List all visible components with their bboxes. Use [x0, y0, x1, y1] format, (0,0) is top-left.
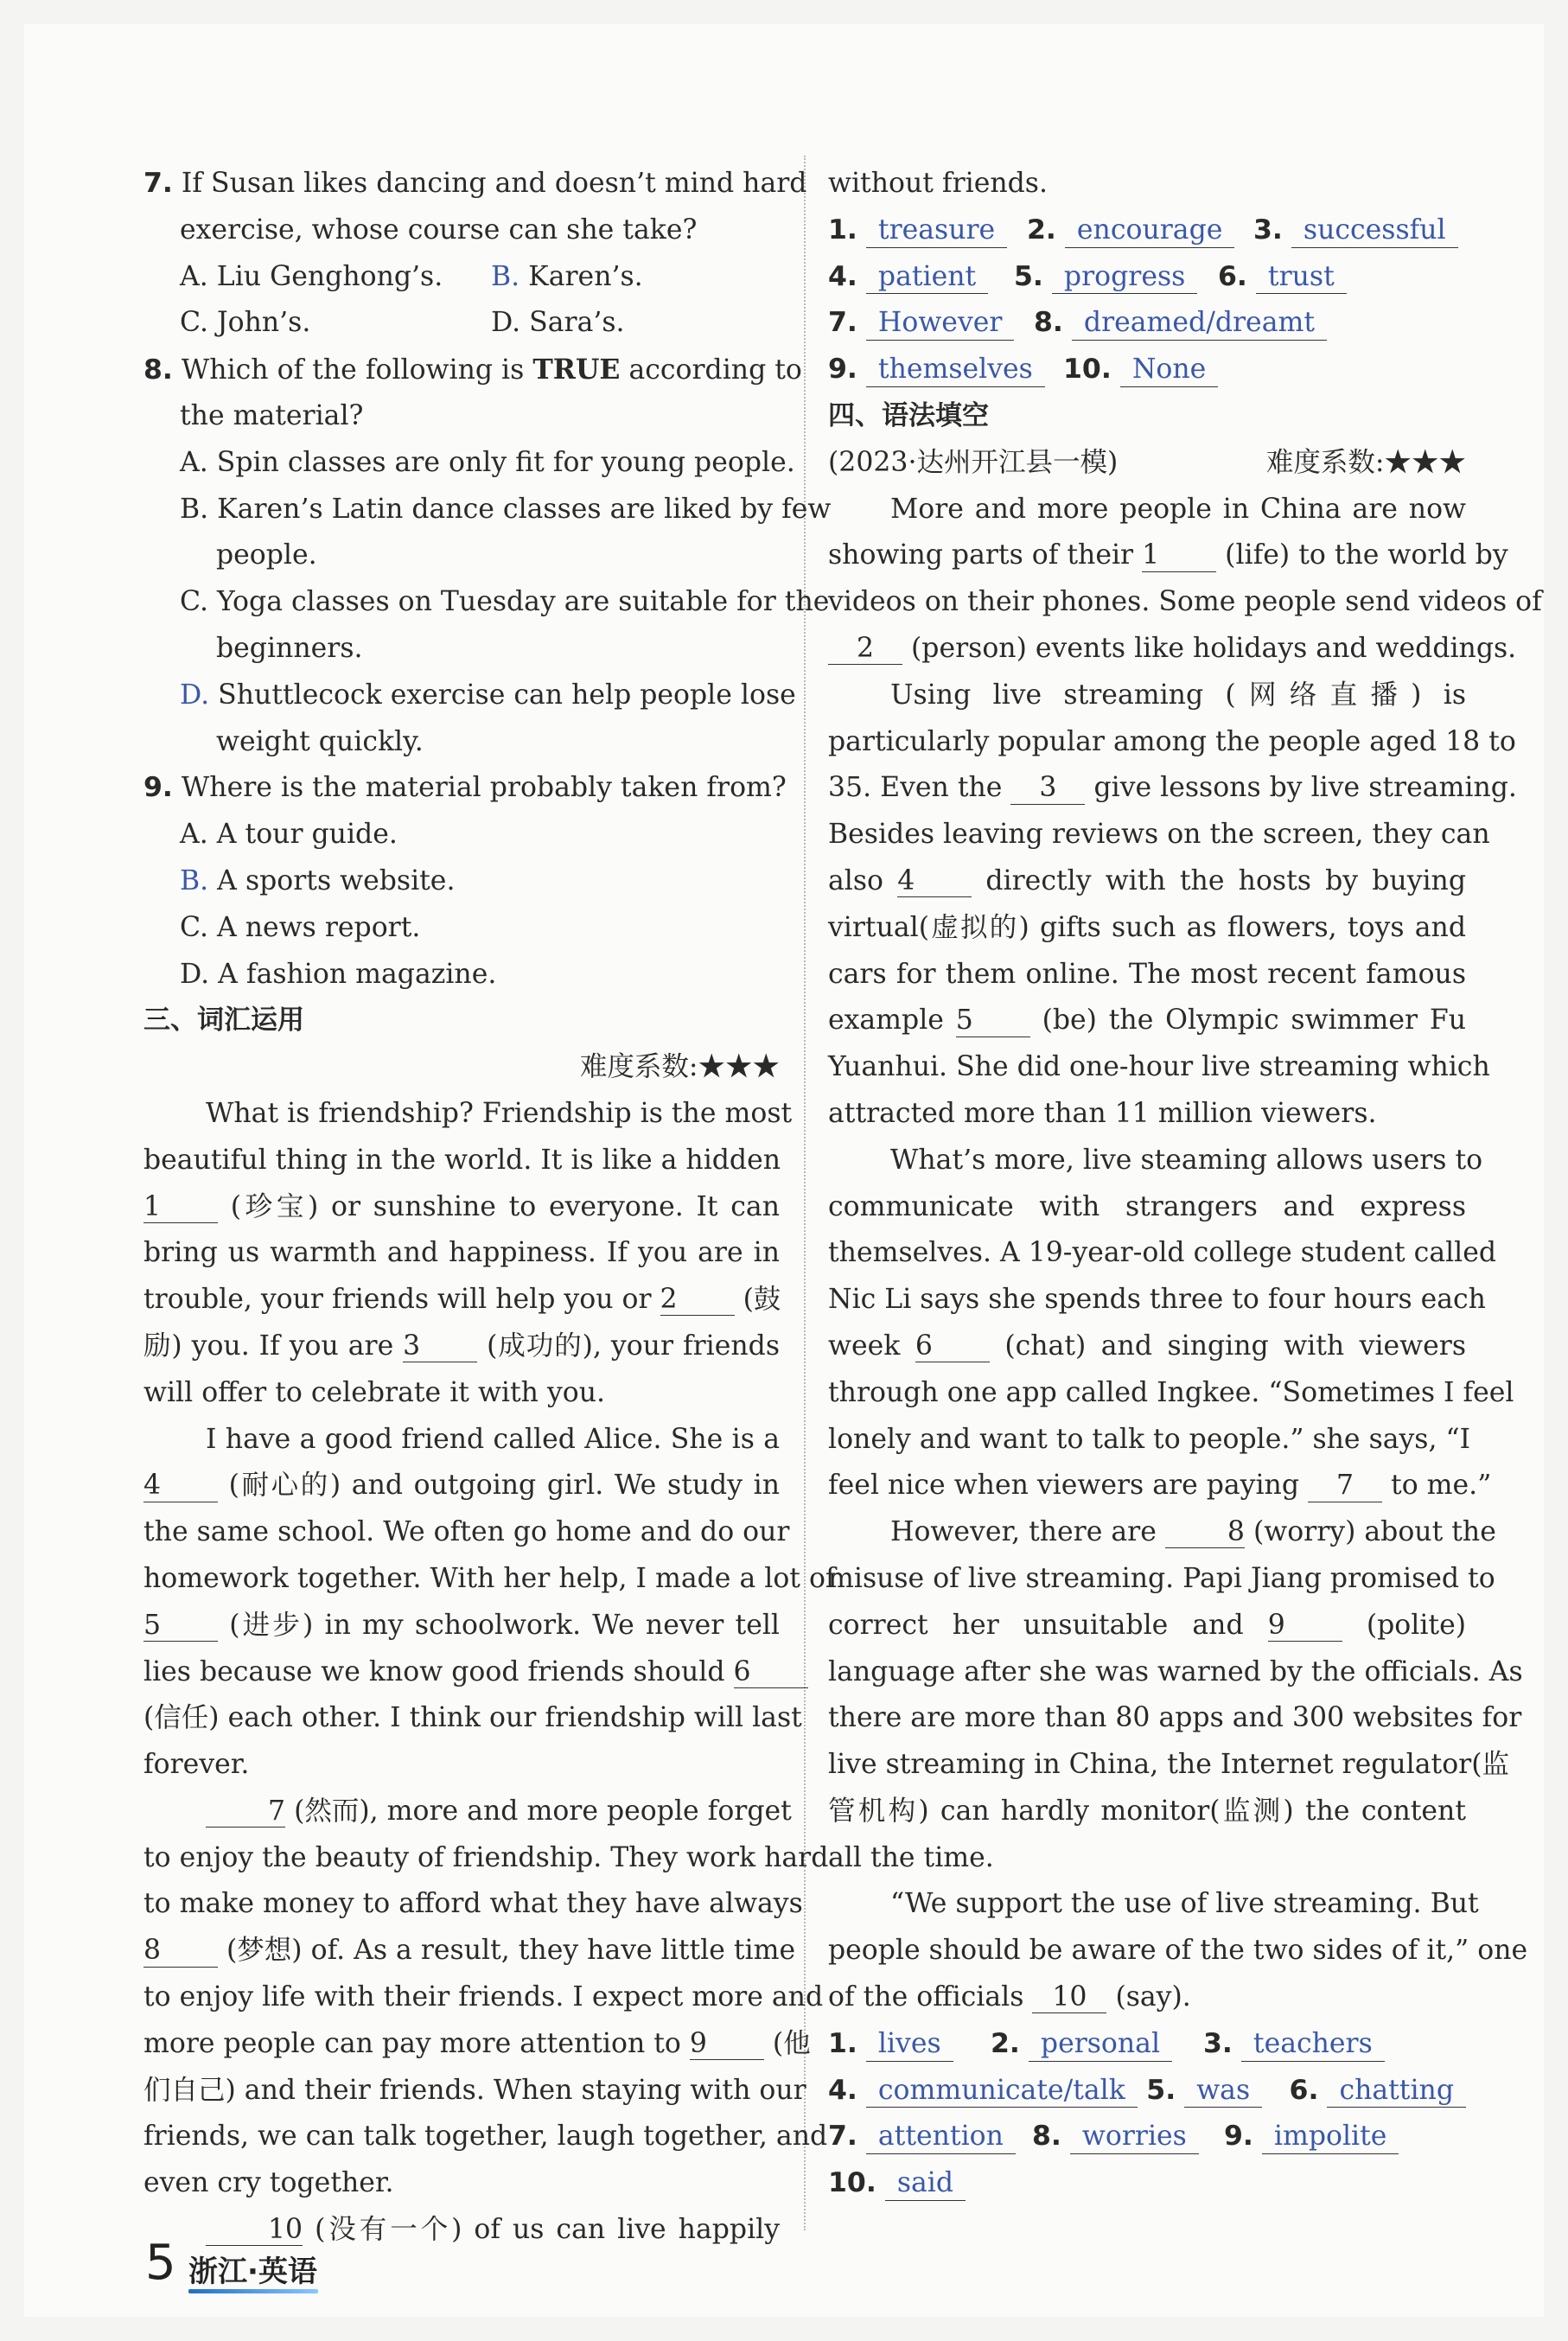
q8-line1: 8. Which of the following is TRUE according to: [143, 354, 802, 386]
answer-3: successful: [1291, 214, 1458, 248]
g-r6: particularly popular among the people aged 18 to: [828, 725, 1516, 757]
p-l14: (信任) each other. I think our friendship will last: [143, 1702, 802, 1734]
section3-difficulty: 难度系数:★★★: [579, 1051, 780, 1083]
grammar-blank-1[interactable]: 1: [1142, 539, 1216, 571]
g-r20: through one app called Ingkee. “Sometimes I feel: [828, 1376, 1514, 1408]
grammar-blank-6[interactable]: 6: [915, 1330, 990, 1362]
answer-4: patient: [866, 261, 988, 295]
g-r3: videos on their phones. Some people send videos of: [828, 586, 1542, 618]
g-answer-6: chatting: [1327, 2075, 1466, 2108]
p-l7: will offer to celebrate it with you.: [143, 1376, 606, 1408]
section4-title: 四、语法填空: [828, 399, 989, 431]
answer-8: dreamed/dreamt: [1072, 307, 1327, 341]
blank-2[interactable]: 2: [660, 1284, 735, 1316]
q8-option-a: A. Spin classes are only fit for young people.: [180, 446, 795, 478]
p-l10: the same school. We often go home and do our: [143, 1516, 790, 1548]
grammar-blank-4[interactable]: 4: [897, 865, 972, 897]
g-answer-9: impolite: [1262, 2121, 1399, 2154]
g-answer-8: worries: [1070, 2121, 1199, 2154]
blank-10[interactable]: 10: [206, 2214, 303, 2246]
p-l17: to enjoy the beauty of friendship. They work hard: [143, 1841, 829, 1873]
answer-2: encourage: [1065, 214, 1234, 248]
p-l2: beautiful thing in the world. It is like a hidden: [143, 1144, 781, 1176]
p-l15: forever.: [143, 1749, 250, 1781]
g-r28: live streaming in China, the Internet regulator(监: [828, 1749, 1510, 1781]
q9-line: 9. Where is the material probably taken from?: [143, 772, 787, 804]
q8-line2: the material?: [180, 399, 364, 431]
answer-1: treasure: [866, 214, 1007, 248]
q8-option-c2: beginners.: [216, 632, 363, 664]
g-r26: language after she was warned by the officials. As: [828, 1655, 1523, 1687]
g-r21: lonely and want to talk to people.” she says, “I: [828, 1423, 1471, 1455]
answers3-row2: 4. patient 5. progress 6. trust: [828, 254, 1466, 301]
p-l16: 7 (然而), more and more people forget: [143, 1789, 780, 1835]
answer-5: progress: [1052, 261, 1197, 295]
answers4-row3: 7. attention 8. worries 9. impolite: [828, 2114, 1466, 2160]
column-divider: [804, 156, 806, 2230]
answer-6: trust: [1256, 261, 1347, 295]
left-column: [143, 161, 836, 2254]
page-number: 5: [145, 2235, 176, 2291]
g-r7: 35. Even the 3 give lessons by live streaming.: [828, 772, 1517, 804]
g-r24: misuse of live streaming. Papi Jiang promised to: [828, 1562, 1495, 1594]
grammar-blank-7[interactable]: 7: [1308, 1470, 1382, 1502]
q7-line1: 7. If Susan likes dancing and doesn’t mind hard: [143, 168, 807, 199]
g-r18: Nic Li says she spends three to four hours each: [828, 1284, 1486, 1316]
g-r13: Yuanhui. She did one-hour live streaming which: [828, 1051, 1490, 1083]
footer-accent-bar: [188, 2289, 318, 2293]
g-r31: “We support the use of live streaming. But: [890, 1888, 1479, 1920]
grammar-blank-3[interactable]: 3: [1010, 772, 1085, 804]
answers4-row4: 10. said: [828, 2160, 1466, 2207]
g-answer-4: communicate/talk: [866, 2075, 1138, 2108]
g-r29: 管机构) can hardly monitor(监测) the content: [828, 1795, 1466, 1827]
answer-10: None: [1120, 354, 1218, 387]
section4-meta: (2023·达州开江县一模) 难度系数:★★★: [828, 446, 1466, 478]
g-r4: 2 (person) events like holidays and weddings.: [828, 626, 1466, 673]
section3-title: 三、词汇运用: [143, 1005, 304, 1037]
blank-5[interactable]: 5: [143, 1610, 218, 1642]
g-answer-10: said: [885, 2167, 966, 2201]
answers4-row2: 4. communicate/talk 5. was 6. chatting: [828, 2068, 1466, 2115]
continuation-line: without friends.: [828, 168, 1048, 199]
g-r1: More and more people in China are now: [890, 493, 1466, 525]
q7-options-cd: C. John’s. D. Sara’s.: [180, 307, 625, 339]
g-r22: feel nice when viewers are paying 7 to me.”: [828, 1470, 1492, 1502]
g-r23: However, there are 8 (worry) about the: [890, 1516, 1496, 1548]
g-r16: communicate with strangers and express: [828, 1190, 1466, 1222]
blank-1[interactable]: 1: [143, 1191, 218, 1223]
q8-option-b1: B. Karen’s Latin dance classes are liked by few: [180, 493, 832, 525]
grammar-blank-10[interactable]: 10: [1032, 1981, 1106, 2013]
p-l23: friends, we can talk together, laugh together, and: [143, 2121, 828, 2153]
p-l13: lies because we know good friends should 6: [143, 1649, 780, 1696]
g-answer-7: attention: [866, 2121, 1016, 2154]
g-r15: What’s more, live steaming allows users to: [890, 1144, 1483, 1176]
q7-line2: exercise, whose course can she take?: [180, 214, 698, 246]
q8-option-d1: D. Shuttlecock exercise can help people lose: [180, 679, 796, 711]
g-answer-3: teachers: [1241, 2028, 1385, 2062]
g-r10: virtual(虚拟的) gifts such as flowers, toys and: [828, 911, 1466, 943]
blank-4[interactable]: 4: [143, 1470, 218, 1502]
p-l24: even cry together.: [143, 2167, 394, 2199]
answer-9: themselves: [866, 354, 1045, 387]
g-answer-1: lives: [866, 2028, 953, 2062]
g-r17: themselves. A 19-year-old college student called: [828, 1237, 1497, 1269]
q9-option-a: A. A tour guide.: [180, 819, 398, 851]
q9-option-c: C. A news report.: [180, 911, 421, 943]
p-l5: trouble, your friends will help you or 2 (鼓: [143, 1284, 781, 1316]
p-l25: 10 (没有一个) of us can live happily: [143, 2207, 780, 2254]
answers3-row3: 7. However 8. dreamed/dreamt: [828, 300, 1466, 347]
right-column: [828, 161, 1542, 2207]
q9-option-b: B. A sports website.: [180, 864, 456, 896]
g-r32: people should be aware of the two sides of it,” one: [828, 1935, 1528, 1967]
p-l3: 1 (珍宝) or sunshine to everyone. It can: [143, 1190, 780, 1222]
q8-option-c1: C. Yoga classes on Tuesday are suitable for the: [180, 586, 830, 618]
answers4-row1: 1. lives 2. personal 3. teachers: [828, 2021, 1466, 2068]
g-r11: cars for them online. The most recent famous: [828, 958, 1466, 990]
footer-label: 浙江·英语: [188, 2255, 317, 2289]
g-r19: week 6 (chat) and singing with viewers: [828, 1330, 1467, 1362]
p-l11: homework together. With her help, I made a lot of: [143, 1562, 836, 1594]
p-l4: bring us warmth and happiness. If you are in: [143, 1237, 780, 1269]
p-l8: I have a good friend called Alice. She is a: [206, 1423, 780, 1455]
p-l9: 4 (耐心的) and outgoing girl. We study in: [143, 1470, 780, 1502]
grammar-blank-8[interactable]: 8: [1165, 1516, 1245, 1548]
g-r14: attracted more than 11 million viewers.: [828, 1097, 1377, 1129]
blank-6[interactable]: 6: [734, 1656, 808, 1688]
g-r8: Besides leaving reviews on the screen, they can: [828, 819, 1490, 851]
q7-options-ab: A. Liu Genghong’s. B. Karen’s.: [180, 260, 643, 292]
g-r5: Using live streaming (网络直播) is: [890, 679, 1466, 711]
grammar-blank-5[interactable]: 5: [956, 1005, 1030, 1037]
g-r27: there are more than 80 apps and 300 websites for: [828, 1702, 1522, 1734]
blank-8[interactable]: 8: [143, 1935, 218, 1967]
p-l6: 励) you. If you are 3 (成功的), your friends: [143, 1330, 781, 1362]
blank-3[interactable]: 3: [403, 1330, 477, 1362]
g-r33: of the officials 10 (say).: [828, 1981, 1191, 2013]
p-l20: to enjoy life with their friends. I expect more and: [143, 1981, 824, 2013]
p-l12: 5 (进步) in my schoolwork. We never tell: [143, 1609, 780, 1641]
p-l19: 8 (梦想) of. As a result, they have little time: [143, 1935, 796, 1967]
g-r2: showing parts of their 1 (life) to the world by: [828, 539, 1508, 571]
g-r9: also 4 directly with the hosts by buying: [828, 864, 1467, 896]
g-r25: correct her unsuitable and 9 (polite): [828, 1609, 1467, 1641]
answers3-row1: 1. treasure 2. encourage 3. successful: [828, 207, 1466, 254]
q9-option-d: D. A fashion magazine.: [180, 958, 497, 990]
answer-7: However: [866, 307, 1015, 341]
q8-option-d2: weight quickly.: [216, 725, 424, 757]
p-l22: 们自己) and their friends. When staying with our: [143, 2074, 806, 2106]
blank-9[interactable]: 9: [690, 2028, 764, 2060]
g-answer-2: personal: [1029, 2028, 1172, 2062]
p-l21: more people can pay more attention to 9 (他: [143, 2027, 811, 2059]
g-r12: example 5 (be) the Olympic swimmer Fu: [828, 1005, 1466, 1037]
grammar-blank-2[interactable]: 2: [828, 633, 902, 665]
p-l1: What is friendship? Friendship is the most: [206, 1097, 793, 1129]
blank-7[interactable]: 7: [206, 1796, 285, 1828]
q8-option-b2: people.: [216, 539, 317, 571]
answers3-row4: 9. themselves 10. None: [828, 347, 1466, 393]
g-r30: all the time.: [828, 1841, 994, 1873]
p-l18: to make money to afford what they have always: [143, 1888, 803, 1920]
g-answer-5: was: [1184, 2075, 1262, 2108]
grammar-blank-9[interactable]: 9: [1268, 1610, 1342, 1642]
